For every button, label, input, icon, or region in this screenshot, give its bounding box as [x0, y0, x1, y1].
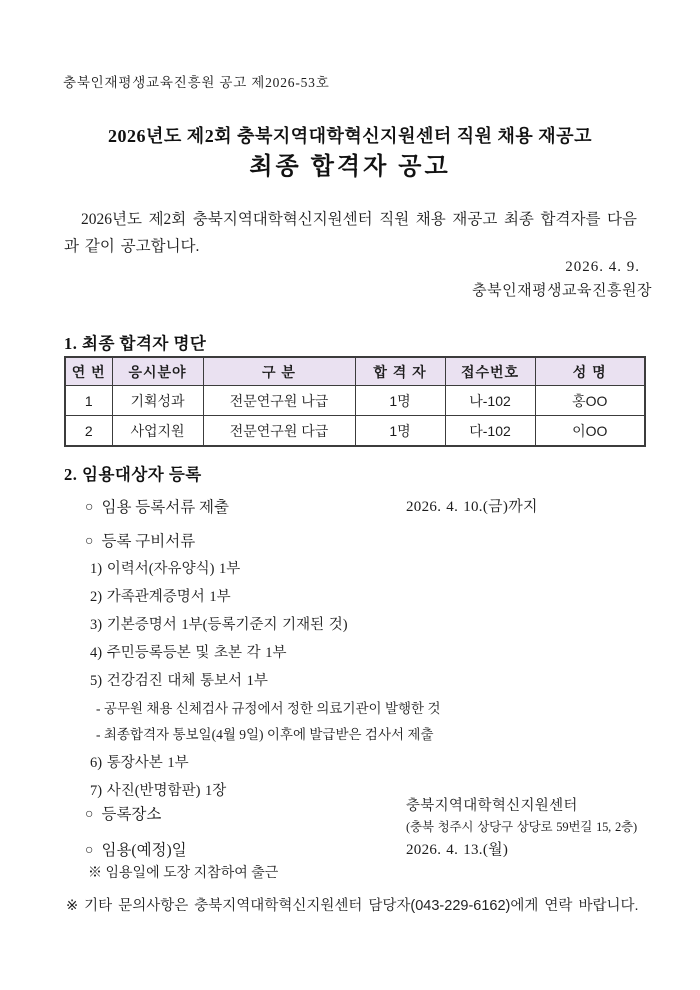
required-docs-row: [0, 529, 700, 551]
doc-item: 2) 가족관계증명서 1부: [90, 589, 231, 605]
intro-paragraph: 2026년도 제2회 충북지역대학혁신지원센터 직원 채용 재공고 최종 합격자를 다음과 같이 공고합니다.: [64, 211, 637, 255]
final-pass-table: [64, 356, 646, 447]
document-title-line2: 최종 합격자 공고: [249, 154, 451, 180]
required-docs-label: 등록 구비서류: [101, 533, 196, 550]
health-check-note: - 최종합격자 통보일(4월 9일) 이후에 발급받은 검사서 제출: [96, 727, 434, 742]
doc-item: 1) 이력서(자유양식) 1부: [90, 561, 241, 577]
table-cell: 전문연구원 나급: [203, 386, 355, 416]
table-cell: 나-102: [445, 386, 535, 416]
table-row: [65, 386, 645, 416]
circle-bullet: ○: [85, 500, 94, 515]
table-header-cell: 구 분: [203, 357, 355, 386]
announcer-name: 충북인재평생교육진흥원장: [472, 283, 652, 299]
submit-deadline: 2026. 4. 10.(금)까지: [406, 499, 538, 515]
place-value: [406, 794, 637, 835]
stamp-note: ※ 임용일에 도장 지참하여 출근: [88, 866, 279, 881]
table-header-cell: 성 명: [535, 357, 645, 386]
table-row: [65, 416, 645, 447]
circle-bullet: ○: [85, 843, 94, 858]
table-cell: 다-102: [445, 416, 535, 447]
circle-bullet: ○: [85, 534, 94, 549]
table-cell: 1명: [355, 386, 445, 416]
document-title-line1: 2026년도 제2회 충북지역대학혁신지원센터 직원 채용 재공고: [108, 126, 592, 146]
registration-place-row: [0, 798, 700, 834]
table-header-cell: 접수번호: [445, 357, 535, 386]
place-org-name: 충북지역대학혁신지원센터: [406, 798, 578, 814]
table-header-cell: 연 번: [65, 357, 112, 386]
table-cell: 사업지원: [112, 416, 203, 447]
table-cell: 홍OO: [535, 386, 645, 416]
health-check-note: - 공무원 채용 신체검사 규정에서 정한 의료기관이 발행한 것: [96, 701, 441, 716]
section2-heading: 2. 임용대상자 등록: [64, 465, 202, 484]
doc-item: 3) 기본증명서 1부(등록기준지 기재된 것): [90, 617, 348, 633]
appointment-label: 임용(예정)일: [101, 842, 187, 859]
table-header-cell: 합 격 자: [355, 357, 445, 386]
place-label: 등록장소: [101, 806, 162, 823]
doc-item: 6) 통장사본 1부: [90, 755, 189, 771]
doc-item: 5) 건강검진 대체 통보서 1부: [90, 673, 268, 689]
table-cell: 전문연구원 다급: [203, 416, 355, 447]
table-cell: 1: [65, 386, 112, 416]
doc-item: 4) 주민등록등본 및 초본 각 1부: [90, 645, 287, 661]
table-cell: 기획성과: [112, 386, 203, 416]
place-address: (충북 청주시 상당구 상당로 59번길 15, 2층): [406, 820, 637, 834]
appointment-date: 2026. 4. 13.(월): [406, 842, 509, 858]
table-header-row: [65, 357, 645, 386]
table-cell: 1명: [355, 416, 445, 447]
notice-number: 충북인재평생교육진흥원 공고 제2026-53호: [63, 75, 330, 90]
submit-label: 임용 등록서류 제출: [101, 499, 230, 516]
appointment-date-row: [0, 838, 700, 860]
announcement-date: 2026. 4. 9.: [565, 259, 640, 275]
table-cell: 2: [65, 416, 112, 447]
contact-footnote: ※ 기타 문의사항은 충북지역대학혁신지원센터 담당자(043-229-6162)에게 연락 바랍니다.: [66, 898, 639, 914]
circle-bullet: ○: [85, 807, 94, 822]
submit-row: [0, 495, 700, 517]
doc-item: 7) 사진(반명함판) 1장: [90, 783, 227, 799]
section1-heading: 1. 최종 합격자 명단: [64, 334, 207, 353]
table-header-cell: 응시분야: [112, 357, 203, 386]
table-cell: 이OO: [535, 416, 645, 447]
